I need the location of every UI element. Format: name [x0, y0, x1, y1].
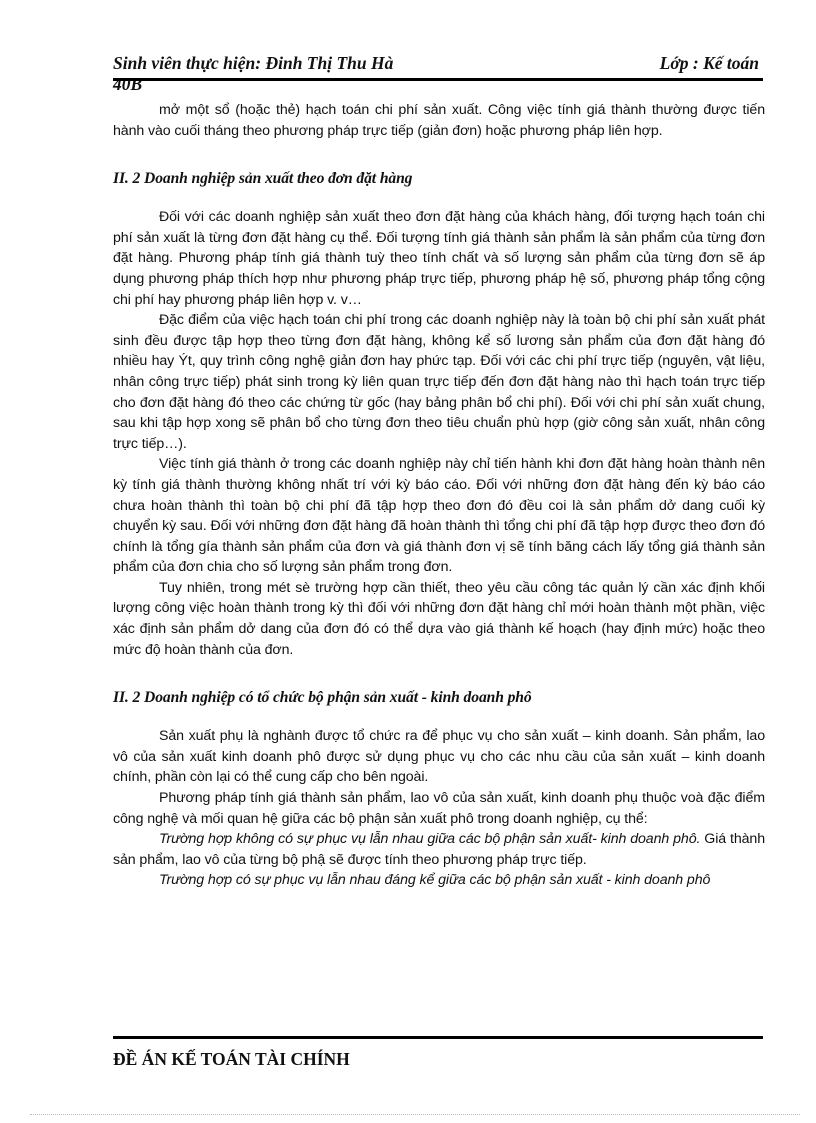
- student-name: Sinh viên thực hiện: Đinh Thị Thu Hà: [113, 53, 394, 73]
- paragraph: Phương pháp tính giá thành sản phẩm, lao vô của sản xuất, kinh doanh phụ thuộc voà đặc điểm công nghệ và mối quan hệ giữa các bộ phận sản xuất phô trong doanh nghiệp, cụ thể:: [113, 790, 765, 827]
- footer-rule: [113, 1036, 763, 1039]
- paragraph-case-one: [113, 829, 765, 870]
- section-heading-order-based: II. 2 Doanh nghiệp sản xuất theo đơn đặt hàng: [113, 170, 413, 188]
- paragraph: Sản xuất phụ là nghành được tổ chức ra để phục vụ cho sản xuất – kinh doanh. Sản phẩm, lao vô của sản xuất kinh doanh phô được sử dụng phục vụ cho các nhu cầu của sản xuất – kinh doanh chính, phần còn lại có thể cung cấp cho bên ngoài.: [113, 728, 765, 786]
- document-body: [113, 100, 765, 891]
- header-rule: [113, 78, 763, 81]
- paragraph: Đối với các doanh nghiệp sản xuất theo đơn đặt hàng của khách hàng, đối tượng hạch toán chi phí sản xuất là từng đơn đặt hàng cụ thể. Đối tượng tính giá thành sản phẩm là sản phẩm của từng đơn đặt hàng. Phương pháp tính giá thành tuỳ theo tính chất và số lượng sản phẩm của từng đơn sẽ áp dụng phương pháp thích hợp như phương pháp trực tiếp, phương pháp hệ số, phương pháp tổng cộng chi phí hay phương pháp liên hợp v. v…: [113, 209, 765, 308]
- paragraph: Tuy nhiên, trong mét sè trường hợp cần thiết, theo yêu cầu công tác quản lý cần xác định khối lượng công việc hoàn thành trong kỳ thì đối với những đơn đặt hàng chỉ mới hoàn thành một phần, việc xác định sản phẩm dở dang của đơn đó có thể dựa vào giá thành kế hoạch (hay định mức) hoặc theo mức độ hoàn thành của đơn.: [113, 579, 765, 658]
- paragraph: Việc tính giá thành ở trong các doanh nghiệp này chỉ tiến hành khi đơn đặt hàng hoàn thành nên kỳ tính giá thành thường không nhất trí với kỳ báo cáo. Đối với những đơn đặt hàng đến kỳ báo cáo chưa hoàn thành thì toàn bộ chi phí đã tập hợp theo đơn đó đều coi là sản phẩm dở dang cuối kỳ chuyển kỳ sau. Đối với những đơn đặt hàng đã hoàn thành thì tổng chi phí đã tập hợp được theo đơn đó chính là tổng gía thành sản phẩm của đơn và giá thành đơn vị sẽ tính băng cách lấy tổng giá thành sản phẩm của đơn chia cho số lượng sản phẩm trong đơn.: [113, 456, 765, 576]
- paragraph: Đặc điểm của việc hạch toán chi phí trong các doanh nghiệp này là toàn bộ chi phí sản xuất phát sinh đều được tập hợp theo từng đơn đặt hàng, không kể số lương sản phẩm của đơn đặt hàng đó nhiều hay Ýt, quy trình công nghệ giản đơn hay phức tạp. Đối với các chi phí trực tiếp (nguyên, vật liệu, nhân công trực tiếp) phát sinh trong kỳ liên quan trực tiếp đến đơn đặt hàng nào thì hạch toán trực tiếp cho đơn đặt hàng đó theo các chứng từ gốc (hay bảng phân bổ chi phí). Đối với chi phí sản xuất chung, sau khi tập hợp xong sẽ phân bổ cho từng đơn theo tiêu chuẩn phù hợp (giờ công sản xuất, nhân công trực tiếp…).: [113, 312, 765, 452]
- footer-title: ĐỀ ÁN KẾ TOÁN TÀI CHÍNH: [113, 1049, 350, 1069]
- paragraph-case-two: Trường hợp có sự phục vụ lẫn nhau đáng kể giữa các bộ phận sản xuất - kinh doanh phô: [159, 872, 711, 889]
- class-label: Lớp : Kế toán: [659, 53, 759, 73]
- page-bottom-dotted-line: [30, 1114, 800, 1115]
- case-one-italic: Trường hợp không có sự phục vụ lẫn nhau giữa các bộ phận sản xuất- kinh doanh phô.: [159, 831, 701, 848]
- section-heading-auxiliary-production: II. 2 Doanh nghiệp có tổ chức bộ phận sản xuất - kinh doanh phô: [113, 689, 532, 707]
- case-one-text: Giá thành sản phẩm, lao vô của từng bộ phậ sẽ được tính theo phương pháp trực tiếp.: [113, 831, 765, 868]
- class-label-continued: 40B: [113, 74, 143, 94]
- paragraph-continued: mở một sổ (hoặc thẻ) hạch toán chi phí sản xuất. Công việc tính giá thành thường được tiến hành vào cuối tháng theo phương pháp trực tiếp (giản đơn) hoặc phương pháp liên hợp.: [113, 102, 765, 139]
